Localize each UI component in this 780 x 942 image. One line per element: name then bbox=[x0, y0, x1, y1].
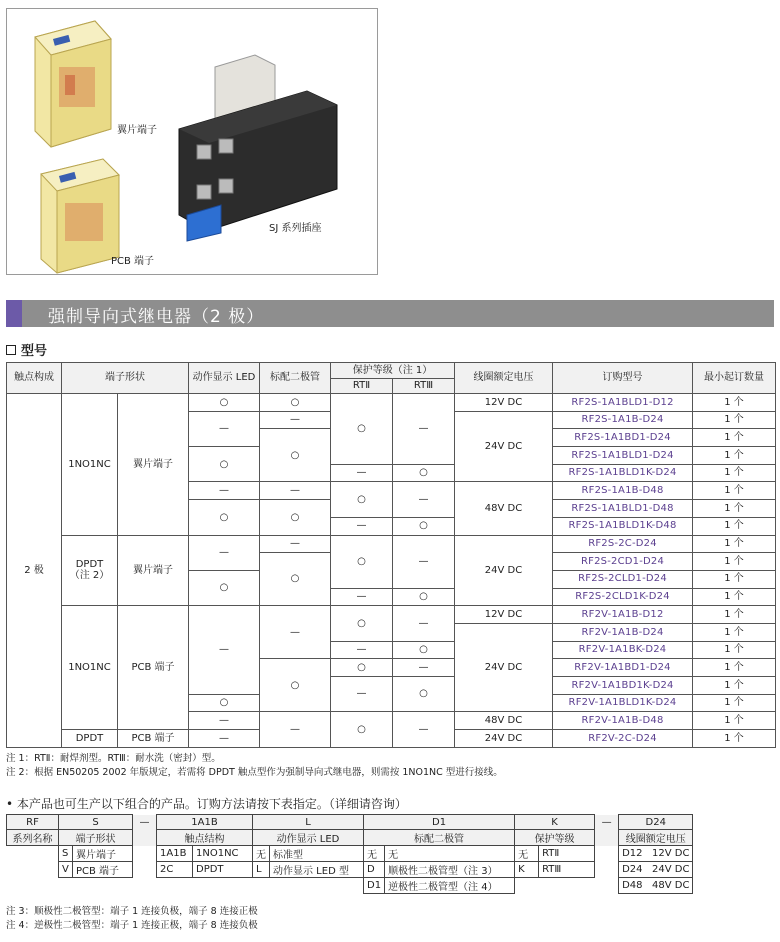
section-heading bbox=[6, 340, 47, 359]
opt-desc: DPDT bbox=[193, 862, 253, 878]
opt-desc: 翼片端子 bbox=[73, 846, 133, 862]
cell-model: RF2S-1A1B-D48 bbox=[553, 482, 693, 500]
cell-voltage: 12V DC bbox=[455, 606, 553, 624]
cell-moq: 1 个 bbox=[693, 570, 776, 588]
cell-led: — bbox=[189, 712, 260, 730]
section-title: 型号 bbox=[21, 344, 48, 359]
cell-led: — bbox=[189, 606, 260, 694]
opt-code: D48 bbox=[622, 880, 643, 891]
head-terminal: 端子形状 bbox=[59, 830, 133, 846]
code-dash: — bbox=[133, 815, 157, 830]
cell-diode: ○ bbox=[260, 394, 331, 412]
opt-code: L bbox=[253, 862, 270, 878]
cell-voltage: 12V DC bbox=[455, 394, 553, 412]
cell-model: RF2S-2CLD1K-D24 bbox=[553, 588, 693, 606]
cell-rt2: — bbox=[331, 517, 393, 535]
cell-moq: 1 个 bbox=[693, 447, 776, 465]
cell-model: RF2V-1A1B-D24 bbox=[553, 623, 693, 641]
cell-moq: 1 个 bbox=[693, 411, 776, 429]
label-sj-socket: SJ 系列插座 bbox=[269, 223, 322, 234]
label-wing-terminal: 翼片端子 bbox=[117, 125, 157, 136]
cell-moq: 1 个 bbox=[693, 659, 776, 677]
cell-moq: 1 个 bbox=[693, 641, 776, 659]
opt-desc: 逆极性二极管型（注 4） bbox=[385, 878, 515, 894]
banner-title: 强制导向式继电器（2 极） bbox=[48, 307, 265, 327]
cell-led: — bbox=[189, 411, 260, 446]
banner-accent bbox=[6, 300, 22, 327]
cell-moq: 1 个 bbox=[693, 677, 776, 695]
note-2: 注 2：根据 EN50205 2002 年版规定，若需将 DPDT 触点型作为强制导向式继电器，则需按 1NO1NC 型进行接线。 bbox=[6, 767, 503, 778]
cell-rt2: — bbox=[331, 677, 393, 712]
opt-desc: 1NO1NC bbox=[193, 846, 253, 862]
cell-moq: 1 个 bbox=[693, 712, 776, 730]
cell-diode: — bbox=[260, 535, 331, 553]
label-pcb-terminal: PCB 端子 bbox=[111, 256, 155, 267]
cell-rt2: ○ bbox=[331, 712, 393, 747]
head-voltage: 线圈额定电压 bbox=[619, 830, 693, 846]
cell-terminal-wing: 翼片端子 bbox=[118, 394, 189, 536]
opt-code: D24 bbox=[622, 864, 643, 875]
head-protection: 保护等级 bbox=[515, 830, 595, 846]
cell-diode: ○ bbox=[260, 659, 331, 712]
cell-terminal-pcb: PCB 端子 bbox=[118, 730, 189, 748]
model-table bbox=[6, 362, 776, 748]
head-contact: 触点结构 bbox=[157, 830, 253, 846]
cell-moq: 1 个 bbox=[693, 623, 776, 641]
cell-moq: 1 个 bbox=[693, 464, 776, 482]
head-diode: 标配二极管 bbox=[364, 830, 515, 846]
cell-model: RF2S-1A1B-D24 bbox=[553, 411, 693, 429]
cell-model: RF2S-1A1BLD1-D12 bbox=[553, 394, 693, 412]
cell-voltage: 24V DC bbox=[455, 535, 553, 606]
cell-moq: 1 个 bbox=[693, 394, 776, 412]
cell-led: — bbox=[189, 482, 260, 500]
order-code-table bbox=[6, 814, 693, 894]
cell-diode: ○ bbox=[260, 429, 331, 482]
code-d1: D1 bbox=[364, 815, 515, 830]
cell-diode: — bbox=[260, 606, 331, 659]
cell-diode: — bbox=[260, 712, 331, 747]
checkbox-square-icon bbox=[6, 345, 16, 355]
cell-rt3: — bbox=[393, 535, 455, 588]
cell-moq: 1 个 bbox=[693, 694, 776, 712]
cell-model: RF2S-1A1BLD1K-D48 bbox=[553, 517, 693, 535]
cell-voltage: 24V DC bbox=[455, 730, 553, 748]
cell-diode: ○ bbox=[260, 553, 331, 606]
cell-diode: — bbox=[260, 411, 331, 429]
code-1a1b: 1A1B bbox=[157, 815, 253, 830]
opt-code: K bbox=[515, 862, 539, 878]
cell-moq: 1 个 bbox=[693, 482, 776, 500]
cell-rt2: ○ bbox=[331, 482, 393, 517]
opt-voltage bbox=[619, 846, 693, 862]
cell-led: ○ bbox=[189, 394, 260, 412]
cell-moq: 1 个 bbox=[693, 588, 776, 606]
relay-illustration bbox=[7, 9, 379, 276]
cell-rt2: — bbox=[331, 641, 393, 659]
note-1: 注 1：RTⅡ：耐焊剂型。RTⅢ：耐水洗（密封）型。 bbox=[6, 753, 221, 764]
opt-desc: 无 bbox=[385, 846, 515, 862]
cell-led: ○ bbox=[189, 500, 260, 535]
cell-moq: 1 个 bbox=[693, 606, 776, 624]
opt-code: D12 bbox=[622, 848, 643, 859]
cell-moq: 1 个 bbox=[693, 517, 776, 535]
cell-voltage: 24V DC bbox=[455, 411, 553, 482]
cell-model: RF2V-2C-D24 bbox=[553, 730, 693, 748]
cell-contact-dpdt: DPDT bbox=[62, 730, 118, 748]
cell-led: — bbox=[189, 730, 260, 748]
cell-model: RF2V-1A1B-D48 bbox=[553, 712, 693, 730]
cell-contact-1no1nc: 1NO1NC bbox=[62, 394, 118, 536]
cell-rt2: ○ bbox=[331, 659, 393, 677]
cell-model: RF2V-1A1BLD1K-D24 bbox=[553, 694, 693, 712]
cell-led: ○ bbox=[189, 694, 260, 712]
cell-led: ○ bbox=[189, 447, 260, 482]
code-d24: D24 bbox=[619, 815, 693, 830]
opt-voltage bbox=[619, 862, 693, 878]
cell-rt3: — bbox=[393, 394, 455, 465]
cell-rt3: ○ bbox=[393, 677, 455, 712]
code-l: L bbox=[253, 815, 364, 830]
code-k: K bbox=[515, 815, 595, 830]
cell-rt3: ○ bbox=[393, 588, 455, 606]
order-heading: • 本产品也可生产以下组合的产品。订购方法请按下表指定。（详细请咨询） bbox=[6, 797, 407, 811]
opt-code: 无 bbox=[253, 846, 270, 862]
cell-model: RF2V-1A1BD1K-D24 bbox=[553, 677, 693, 695]
opt-desc: PCB 端子 bbox=[73, 862, 133, 878]
opt-desc: 动作显示 LED 型 bbox=[270, 862, 364, 878]
opt-code: 1A1B bbox=[157, 846, 193, 862]
cell-rt3: ○ bbox=[393, 464, 455, 482]
opt-desc: 48V DC bbox=[652, 880, 690, 891]
head-series: 系列名称 bbox=[7, 830, 59, 846]
cell-model: RF2S-1A1BLD1-D24 bbox=[553, 447, 693, 465]
cell-model: RF2V-1A1B-D12 bbox=[553, 606, 693, 624]
footnotes bbox=[6, 905, 258, 933]
cell-moq: 1 个 bbox=[693, 730, 776, 748]
th-rt2: RTⅡ bbox=[331, 379, 393, 394]
th-diode: 标配二极管 bbox=[260, 363, 331, 394]
cell-rt2: — bbox=[331, 464, 393, 482]
opt-voltage bbox=[619, 878, 693, 894]
opt-code: D bbox=[364, 862, 385, 878]
head-led: 动作显示 LED bbox=[253, 830, 364, 846]
opt-desc: 顺极性二极管型（注 3） bbox=[385, 862, 515, 878]
cell-voltage: 48V DC bbox=[455, 482, 553, 535]
relay-pcb-image bbox=[41, 159, 119, 273]
th-protection: 保护等级（注 1） bbox=[331, 363, 455, 379]
opt-code: V bbox=[59, 862, 73, 878]
cell-rt2: ○ bbox=[331, 394, 393, 465]
cell-model: RF2S-2C-D24 bbox=[553, 535, 693, 553]
cell-moq: 1 个 bbox=[693, 535, 776, 553]
opt-code: 无 bbox=[515, 846, 539, 862]
footnote-3: 注 3：顺极性二极管型：端子 1 连接负极，端子 8 连接正极 bbox=[6, 906, 258, 917]
cell-rt2: ○ bbox=[331, 606, 393, 641]
cell-led: ○ bbox=[189, 570, 260, 605]
cell-contact-dpdt bbox=[62, 535, 118, 606]
th-rt3: RTⅢ bbox=[393, 379, 455, 394]
opt-desc: 12V DC bbox=[652, 848, 690, 859]
cell-diode: — bbox=[260, 482, 331, 500]
cell-model: RF2V-1A1BD1-D24 bbox=[553, 659, 693, 677]
notes bbox=[6, 752, 503, 780]
cell-model: RF2V-1A1BK-D24 bbox=[553, 641, 693, 659]
section-banner bbox=[6, 300, 774, 327]
cell-poles: 2 极 bbox=[7, 394, 62, 748]
cell-model: RF2S-1A1BLD1-D48 bbox=[553, 500, 693, 518]
opt-desc: RTⅡ bbox=[539, 846, 595, 862]
cell-rt2: — bbox=[331, 588, 393, 606]
cell-contact-1no1nc: 1NO1NC bbox=[62, 606, 118, 730]
th-led: 动作显示 LED bbox=[189, 363, 260, 394]
dpdt-note: （注 2） bbox=[69, 570, 110, 582]
cell-model: RF2S-1A1BD1-D24 bbox=[553, 429, 693, 447]
cell-voltage: 24V DC bbox=[455, 623, 553, 711]
cell-moq: 1 个 bbox=[693, 429, 776, 447]
th-contact: 触点构成 bbox=[7, 363, 62, 394]
cell-rt3: — bbox=[393, 659, 455, 677]
opt-desc: RTⅢ bbox=[539, 862, 595, 878]
th-moq: 最小起订数量 bbox=[693, 363, 776, 394]
cell-rt3: ○ bbox=[393, 517, 455, 535]
product-photo bbox=[6, 8, 378, 275]
cell-terminal-wing: 翼片端子 bbox=[118, 535, 189, 606]
opt-code: 无 bbox=[364, 846, 385, 862]
opt-code: D1 bbox=[364, 878, 385, 894]
footnote-4: 注 4：逆极性二极管型：端子 1 连接正极，端子 8 连接负极 bbox=[6, 920, 258, 931]
cell-rt3: ○ bbox=[393, 641, 455, 659]
th-voltage: 线圈额定电压 bbox=[455, 363, 553, 394]
th-model: 订购型号 bbox=[553, 363, 693, 394]
cell-rt3: — bbox=[393, 482, 455, 517]
opt-code: S bbox=[59, 846, 73, 862]
opt-desc: 标准型 bbox=[270, 846, 364, 862]
cell-voltage: 48V DC bbox=[455, 712, 553, 730]
relay-wing-image bbox=[35, 21, 111, 147]
cell-rt2: ○ bbox=[331, 535, 393, 588]
code-s: S bbox=[59, 815, 133, 830]
cell-model: RF2S-2CD1-D24 bbox=[553, 553, 693, 571]
cell-diode: ○ bbox=[260, 500, 331, 535]
cell-led: — bbox=[189, 535, 260, 570]
dpdt-label: DPDT bbox=[75, 558, 104, 570]
code-rf: RF bbox=[7, 815, 59, 830]
opt-desc: 24V DC bbox=[652, 864, 690, 875]
cell-moq: 1 个 bbox=[693, 500, 776, 518]
socket-image bbox=[179, 55, 337, 241]
cell-model: RF2S-1A1BLD1K-D24 bbox=[553, 464, 693, 482]
code-dash: — bbox=[595, 815, 619, 830]
cell-model: RF2S-2CLD1-D24 bbox=[553, 570, 693, 588]
cell-moq: 1 个 bbox=[693, 553, 776, 571]
cell-rt3: — bbox=[393, 606, 455, 641]
cell-terminal-pcb: PCB 端子 bbox=[118, 606, 189, 730]
th-terminal: 端子形状 bbox=[62, 363, 189, 394]
opt-code: 2C bbox=[157, 862, 193, 878]
cell-rt3: — bbox=[393, 712, 455, 747]
